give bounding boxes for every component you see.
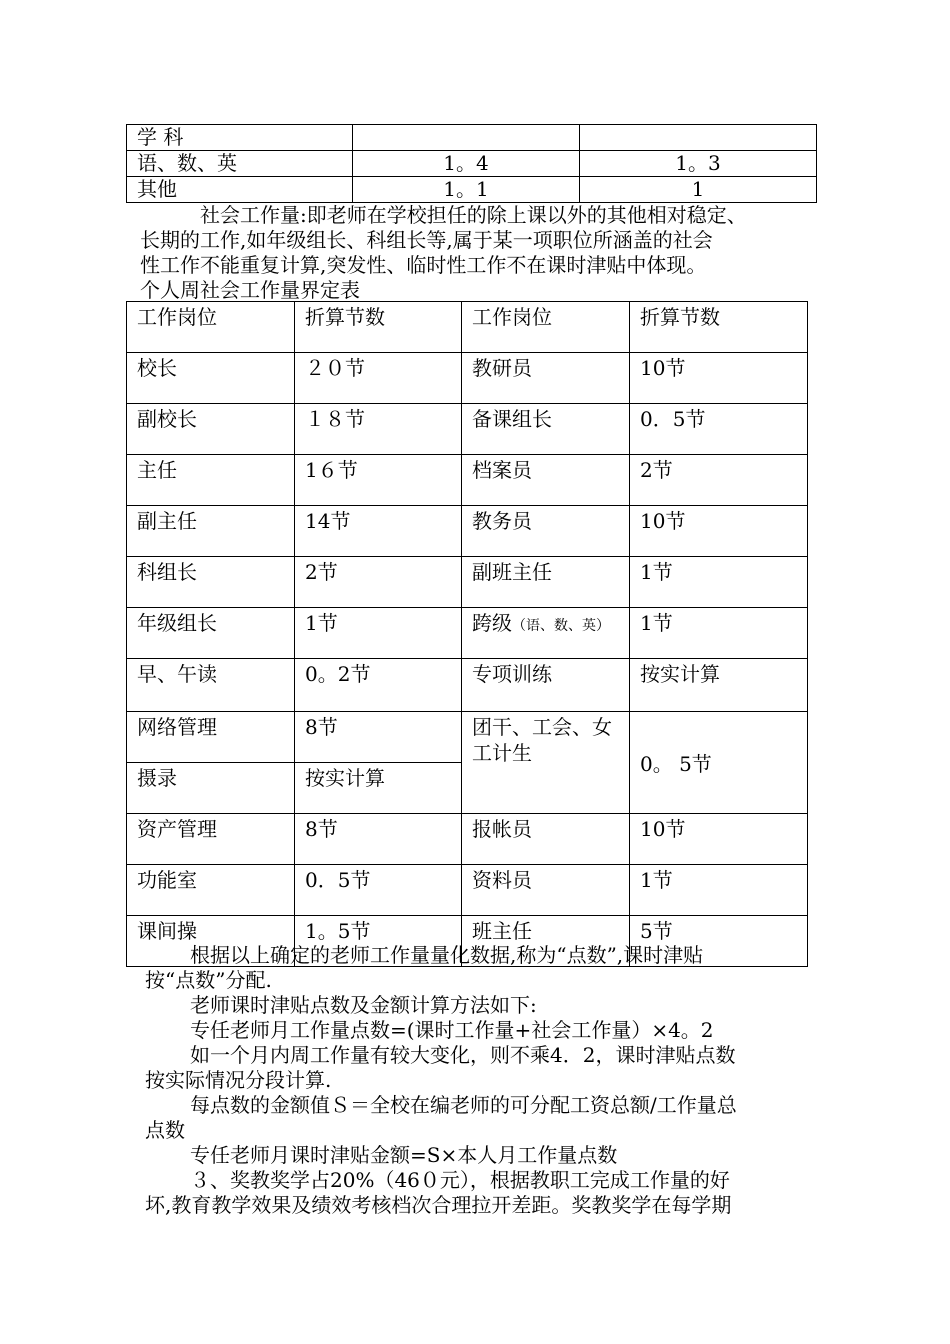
table-header-row — [127, 302, 808, 353]
table-cell: 网络管理 — [127, 712, 295, 763]
table-cell: 报帐员 — [462, 814, 630, 865]
table-cell: 1 — [580, 177, 817, 203]
table-cell: 团干、工会、女工计生 — [462, 712, 630, 814]
paragraph-line: 性工作不能重复计算,突发性、临时性工作不在课时津贴中体现。 — [140, 253, 707, 277]
table-row — [127, 659, 808, 712]
table-row — [127, 506, 808, 557]
table-cell: 1节 — [295, 608, 462, 659]
paragraph-line: 社会工作量:即老师在学校担任的除上课以外的其他相对稳定、 — [200, 203, 747, 227]
table-cell: 0．5节 — [295, 865, 462, 916]
table-row — [127, 712, 808, 763]
table-row — [127, 557, 808, 608]
table-cell: 摄录 — [127, 763, 295, 814]
table-cell — [580, 125, 817, 151]
table-cell: 主任 — [127, 455, 295, 506]
table-cell: 资产管理 — [127, 814, 295, 865]
table-cell: 功能室 — [127, 865, 295, 916]
table-cell: 校长 — [127, 353, 295, 404]
table-cell: ２０节 — [295, 353, 462, 404]
table-row — [127, 608, 808, 659]
paragraph-line: 根据以上确定的老师工作量量化数据,称为“点数”,课时津贴 — [190, 943, 704, 967]
paragraph-line: 长期的工作,如年级组长、科组长等,属于某一项职位所涵盖的社会 — [140, 228, 713, 252]
table-cell: 班主任 — [462, 916, 630, 967]
paragraph-line: 专任老师月工作量点数=(课时工作量+社会工作量）×4。2 — [190, 1018, 714, 1042]
table-cell: 档案员 — [462, 455, 630, 506]
paragraph-line: 按实际情况分段计算. — [145, 1068, 332, 1092]
table-cell: 10节 — [630, 353, 808, 404]
table-cell: 0．5节 — [630, 404, 808, 455]
paragraph-line: 按“点数”分配. — [145, 968, 272, 992]
table-cell: 2节 — [630, 455, 808, 506]
table-cell: 10节 — [630, 814, 808, 865]
table-cell: 学 科 — [127, 125, 353, 151]
table-cell — [462, 608, 630, 659]
column-header: 工作岗位 — [462, 302, 630, 353]
table-row — [127, 125, 817, 151]
table-cell: 副主任 — [127, 506, 295, 557]
table-row — [127, 404, 808, 455]
table-cell: 教务员 — [462, 506, 630, 557]
table-cell: 5节 — [630, 916, 808, 967]
paragraph-line: 专任老师月课时津贴金额=S×本人月工作量点数 — [190, 1143, 618, 1167]
cell-note: （语、数、英） — [512, 618, 610, 634]
column-header: 工作岗位 — [127, 302, 295, 353]
table-row — [127, 353, 808, 404]
table-cell: 早、午读 — [127, 659, 295, 712]
table-row — [127, 177, 817, 203]
table-cell: 0。 5节 — [630, 712, 808, 814]
table-cell: 专项训练 — [462, 659, 630, 712]
table-cell: 语、数、英 — [127, 151, 353, 177]
table-cell: 科组长 — [127, 557, 295, 608]
table-cell: 副校长 — [127, 404, 295, 455]
table-cell: 1。1 — [353, 177, 580, 203]
table-cell: 10节 — [630, 506, 808, 557]
table-row — [127, 814, 808, 865]
social-workload-paragraph — [140, 203, 820, 278]
table-cell: 其他 — [127, 177, 353, 203]
column-header: 折算节数 — [630, 302, 808, 353]
table-cell: 课间操 — [127, 916, 295, 967]
cell-text: 跨级 — [472, 611, 512, 635]
table-cell: 年级组长 — [127, 608, 295, 659]
table-cell: 1６节 — [295, 455, 462, 506]
paragraph-line: 老师课时津贴点数及金额计算方法如下: — [190, 993, 537, 1017]
table-cell: 2节 — [295, 557, 462, 608]
table-row — [127, 455, 808, 506]
table-cell: 8节 — [295, 814, 462, 865]
table-row — [127, 151, 817, 177]
paragraph-line: 每点数的金额值Ｓ＝全校在编老师的可分配工资总额/工作量总 — [190, 1093, 737, 1117]
table-title: 个人周社会工作量界定表 — [140, 278, 360, 302]
workload-table — [126, 301, 808, 967]
table-cell: 8节 — [295, 712, 462, 763]
table-cell: 0。2节 — [295, 659, 462, 712]
table-cell: 副班主任 — [462, 557, 630, 608]
table-cell: 备课组长 — [462, 404, 630, 455]
table-cell: 14节 — [295, 506, 462, 557]
paragraph-line: 坏,教育教学效果及绩效考核档次合理拉开差距。奖教奖学在每学期 — [145, 1193, 732, 1217]
column-header: 折算节数 — [295, 302, 462, 353]
table-cell: １８节 — [295, 404, 462, 455]
paragraph-line: ３、奖教奖学占20%（46０元），根据教职工完成工作量的好 — [190, 1168, 730, 1192]
table-cell: 按实计算 — [630, 659, 808, 712]
paragraph-line: 如一个月内周工作量有较大变化，则不乘4．2，课时津贴点数 — [190, 1043, 736, 1067]
table-cell: 1节 — [630, 608, 808, 659]
table-cell: 1节 — [630, 557, 808, 608]
subject-coefficient-table — [126, 124, 817, 203]
paragraph-line: 点数 — [145, 1118, 185, 1142]
table-cell: 1。5节 — [295, 916, 462, 967]
table-cell: 教研员 — [462, 353, 630, 404]
table-cell: 1节 — [630, 865, 808, 916]
allowance-calculation-text — [145, 943, 825, 1218]
table-cell — [353, 125, 580, 151]
table-cell: 资料员 — [462, 865, 630, 916]
table-cell: 1。3 — [580, 151, 817, 177]
table-row — [127, 865, 808, 916]
table-cell: 1。4 — [353, 151, 580, 177]
table-cell: 按实计算 — [295, 763, 462, 814]
